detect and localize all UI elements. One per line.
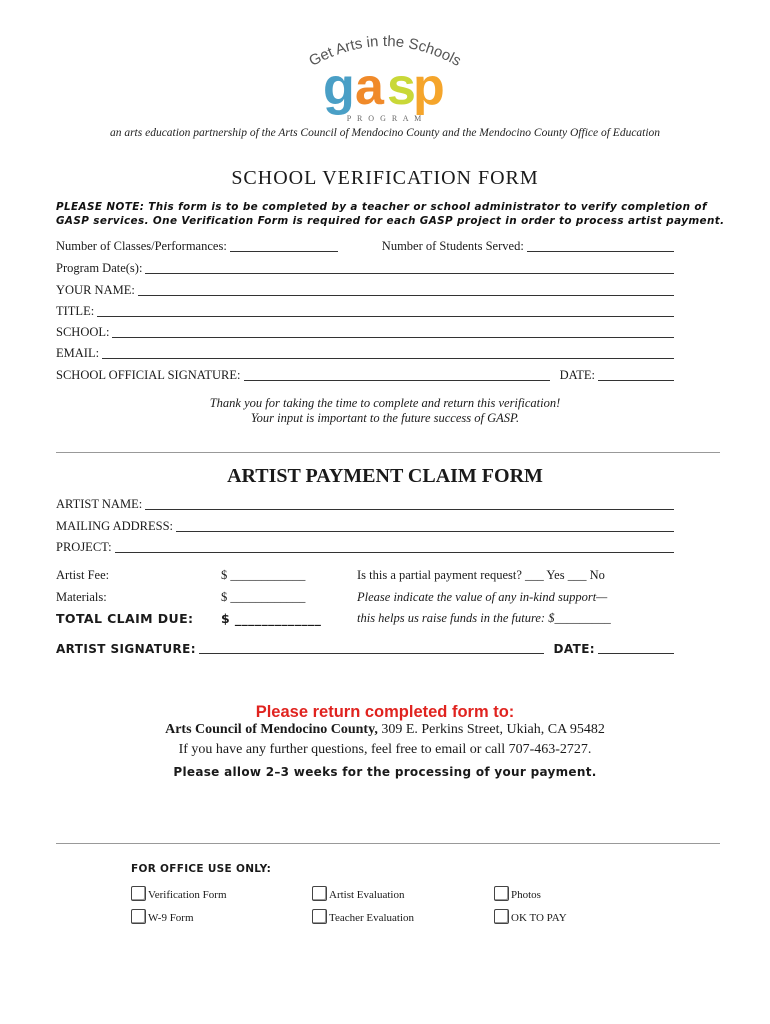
artist-signature-field[interactable]	[199, 641, 544, 654]
checkbox-w9-form[interactable]	[131, 909, 194, 924]
checkbox-icon[interactable]	[131, 886, 146, 901]
school-form-title: SCHOOL VERIFICATION FORM	[231, 167, 539, 189]
tagline: an arts education partnership of the Arts Council of Mendocino County and the Mendocino County Office of Education	[109, 127, 661, 139]
artist-name-row	[56, 496, 674, 512]
name-field[interactable]	[138, 283, 674, 296]
school-signature-row	[56, 367, 674, 383]
fee-label: Artist Fee:	[56, 568, 110, 582]
materials-label: Materials:	[56, 590, 107, 604]
school-form-note: PLEASE NOTE: This form is to be completed by a teacher or school administrator to verify completion of GASP services. One Verification Form is required for each GASP project in order to process artist payment.	[56, 201, 725, 227]
school-label: SCHOOL:	[56, 325, 110, 339]
students-label: Number of Students Served:	[381, 239, 524, 253]
materials-field[interactable]: $ ____________	[221, 590, 306, 604]
checkbox-icon[interactable]	[494, 909, 509, 924]
artist-name-label: ARTIST NAME:	[56, 497, 143, 511]
checkbox-photos[interactable]	[494, 886, 541, 901]
fee-field[interactable]: $ ____________	[221, 568, 306, 582]
return-org: Arts Council of Mendocino County,	[165, 722, 378, 737]
mailing-field[interactable]	[176, 519, 674, 532]
office-use-heading: FOR OFFICE USE ONLY:	[131, 863, 272, 875]
school-signature-label: SCHOOL OFFICIAL SIGNATURE:	[56, 368, 241, 382]
students-field[interactable]	[527, 239, 674, 252]
section-divider-2	[56, 843, 720, 844]
school-row	[56, 324, 674, 340]
project-row	[56, 539, 674, 555]
total-claim-label: TOTAL CLAIM DUE:	[56, 611, 194, 626]
checkbox-artist-evaluation[interactable]	[312, 886, 404, 901]
email-field[interactable]	[102, 346, 674, 359]
checkbox-teacher-evaluation[interactable]	[312, 909, 414, 924]
email-row	[56, 345, 674, 361]
dates-label: Program Date(s):	[56, 261, 143, 275]
artist-date-label: DATE:	[553, 642, 595, 656]
inkind-line-1: Please indicate the value of any in-kind support—	[357, 590, 608, 604]
return-questions: If you have any further questions, feel free to email or call 707-463-2727.	[178, 742, 592, 757]
project-field[interactable]	[115, 540, 674, 553]
project-label: PROJECT:	[56, 540, 112, 554]
title-label: TITLE:	[56, 304, 95, 318]
total-claim-field[interactable]: $ _____________	[221, 611, 322, 626]
mailing-row	[56, 518, 674, 534]
thanks-line-1: Thank you for taking the time to complete and return this verification!	[209, 396, 561, 410]
classes-field[interactable]	[230, 239, 338, 252]
name-label: YOUR NAME:	[56, 283, 135, 297]
title-field[interactable]	[97, 304, 674, 317]
return-address: 309 E. Perkins Street, Ukiah, CA 95482	[377, 722, 605, 737]
gasp-logo	[0, 22, 770, 126]
return-address-line	[0, 722, 770, 738]
processing-notice: Please allow 2–3 weeks for the processing of your payment.	[173, 765, 597, 779]
artist-form-title: ARTIST PAYMENT CLAIM FORM	[227, 465, 543, 487]
school-date-label: DATE:	[559, 368, 595, 382]
checkbox-icon[interactable]	[131, 909, 146, 924]
section-divider-1	[56, 452, 720, 453]
checkbox-ok-to-pay[interactable]	[494, 909, 567, 924]
logo-program-text: P R O G R A M	[346, 114, 424, 123]
classes-students-row	[56, 238, 674, 254]
checkbox-label: Artist Evaluation	[329, 889, 405, 901]
checkbox-icon[interactable]	[312, 909, 327, 924]
email-label: EMAIL:	[56, 346, 100, 360]
title-row	[56, 303, 674, 319]
logo-arc-text: Get Arts in the Schools	[306, 32, 464, 70]
artist-name-field[interactable]	[145, 497, 674, 510]
logo-letter-a: a	[355, 58, 384, 116]
partial-payment-question[interactable]: Is this a partial payment request? ___ Yes ___ No	[357, 568, 605, 582]
thanks-message	[0, 396, 770, 426]
artist-signature-label: ARTIST SIGNATURE:	[56, 642, 196, 656]
checkbox-icon[interactable]	[494, 886, 509, 901]
thanks-line-2: Your input is important to the future success of GASP.	[250, 411, 520, 425]
logo-letter-s: s	[387, 58, 416, 116]
artist-signature-row	[56, 640, 674, 656]
checkbox-label: Teacher Evaluation	[329, 912, 415, 924]
checkbox-label: Verification Form	[148, 889, 227, 901]
classes-label: Number of Classes/Performances:	[56, 239, 227, 253]
checkbox-icon[interactable]	[312, 886, 327, 901]
logo-letter-g: g	[323, 58, 355, 116]
dates-row	[56, 260, 674, 276]
checkbox-label: Photos	[511, 889, 541, 901]
school-field[interactable]	[112, 325, 674, 338]
inkind-line-2[interactable]: this helps us raise funds in the future: $_________	[357, 611, 611, 625]
school-date-field[interactable]	[598, 368, 674, 381]
checkbox-label: W-9 Form	[148, 912, 194, 924]
return-heading: Please return completed form to:	[255, 703, 515, 721]
checkbox-verification-form[interactable]	[131, 886, 227, 901]
logo-letter-p: p	[413, 58, 445, 116]
mailing-label: MAILING ADDRESS:	[56, 519, 174, 533]
name-row	[56, 282, 674, 298]
artist-date-field[interactable]	[598, 641, 674, 654]
dates-field[interactable]	[145, 261, 674, 274]
checkbox-label: OK TO PAY	[511, 912, 567, 924]
school-signature-field[interactable]	[244, 368, 550, 381]
